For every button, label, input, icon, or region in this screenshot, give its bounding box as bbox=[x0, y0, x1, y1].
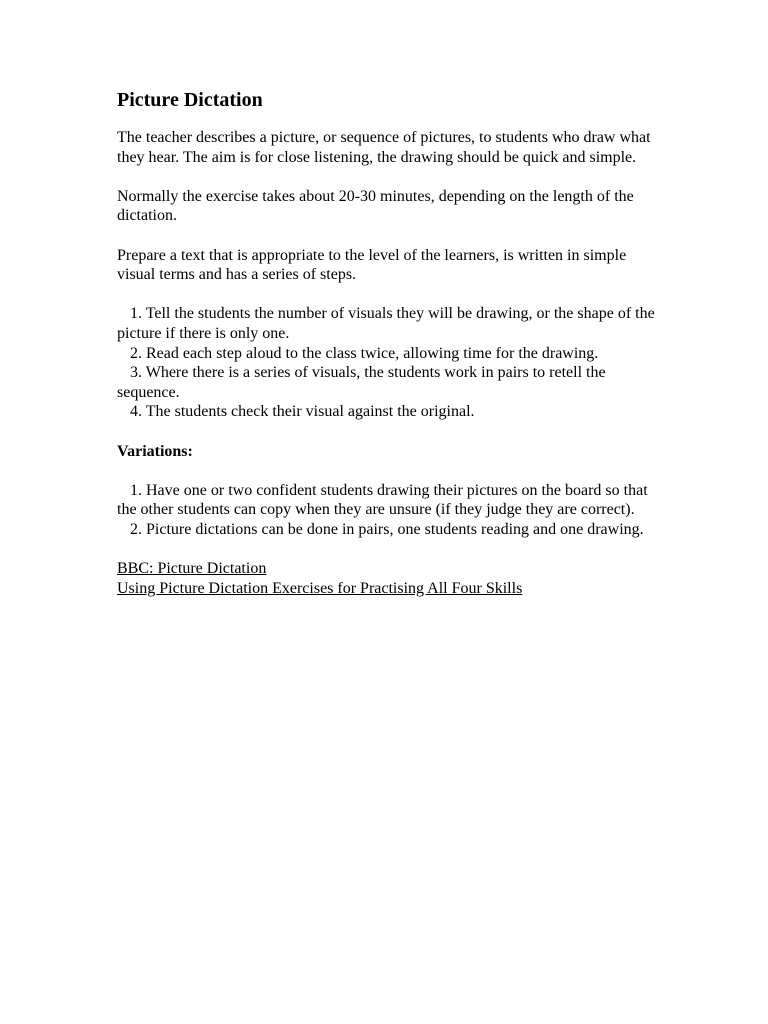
picture-dictation-exercises-link[interactable]: Using Picture Dictation Exercises for Practising All Four Skills bbox=[117, 579, 523, 597]
variation-number: 2. bbox=[130, 520, 142, 538]
list-item bbox=[117, 344, 657, 364]
variation-number: 1. bbox=[130, 481, 142, 499]
variation-text: Picture dictations can be done in pairs, one students reading and one drawing. bbox=[146, 520, 644, 538]
step-number: 3. bbox=[130, 364, 142, 382]
page-title: Picture Dictation bbox=[117, 89, 263, 111]
step-text: Tell the students the number of visuals they will be drawing, or the shape of the picture if there is only one. bbox=[117, 305, 655, 342]
reference-links bbox=[117, 559, 657, 598]
list-item bbox=[117, 402, 657, 422]
step-number: 4. bbox=[130, 403, 142, 421]
steps-list bbox=[117, 304, 657, 422]
preparation-paragraph: Prepare a text that is appropriate to the level of the learners, is written in simple visual terms and has a series of steps. bbox=[117, 246, 627, 284]
bbc-picture-dictation-link[interactable]: BBC: Picture Dictation bbox=[117, 560, 267, 578]
step-number: 2. bbox=[130, 344, 142, 362]
list-item bbox=[117, 520, 657, 540]
step-number: 1. bbox=[130, 305, 142, 323]
document-page bbox=[117, 88, 657, 598]
step-text: Read each step aloud to the class twice, allowing time for the drawing. bbox=[146, 344, 599, 362]
list-item bbox=[117, 363, 657, 402]
variations-heading: Variations: bbox=[117, 442, 193, 460]
step-text: The students check their visual against the original. bbox=[145, 403, 475, 421]
list-item bbox=[117, 481, 657, 520]
variations-list bbox=[117, 481, 657, 540]
step-text: Where there is a series of visuals, the students work in pairs to retell the sequence. bbox=[117, 364, 606, 401]
duration-paragraph: Normally the exercise takes about 20-30 minutes, depending on the length of the dictation. bbox=[117, 187, 634, 225]
intro-paragraph: The teacher describes a picture, or sequence of pictures, to students who draw what they hear. The aim is for close listening, the drawing should be quick and simple. bbox=[117, 129, 651, 166]
variation-text: Have one or two confident students drawing their pictures on the board so that the other students can copy when they are unsure (if they judge they are correct). bbox=[117, 481, 648, 519]
list-item bbox=[117, 304, 657, 343]
